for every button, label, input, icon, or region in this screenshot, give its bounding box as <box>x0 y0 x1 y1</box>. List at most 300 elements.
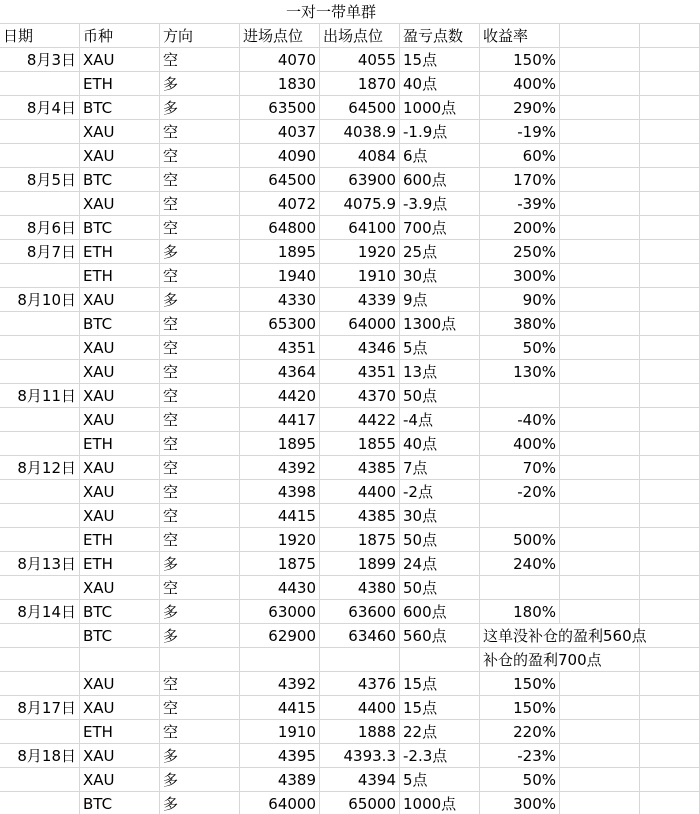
cell-date[interactable] <box>0 792 80 814</box>
cell-points[interactable]: 50点 <box>400 576 480 600</box>
cell-direction[interactable]: 空 <box>160 120 240 144</box>
cell-extra1[interactable] <box>560 96 640 120</box>
cell-extra2[interactable] <box>640 600 700 624</box>
cell-exit[interactable]: 4400 <box>320 480 400 504</box>
cell-date[interactable]: 8月3日 <box>0 48 80 72</box>
cell-direction[interactable]: 多 <box>160 72 240 96</box>
cell-extra2[interactable] <box>640 768 700 792</box>
cell-extra1[interactable] <box>560 240 640 264</box>
cell-entry[interactable]: 64000 <box>240 792 320 814</box>
cell-exit[interactable]: 4394 <box>320 768 400 792</box>
cell-extra2[interactable] <box>640 192 700 216</box>
cell-points[interactable]: -3.9点 <box>400 192 480 216</box>
header-exit[interactable]: 出场点位 <box>320 24 400 48</box>
cell-coin[interactable]: XAU <box>80 504 160 528</box>
cell-coin[interactable]: ETH <box>80 552 160 576</box>
cell-coin[interactable]: XAU <box>80 696 160 720</box>
cell-entry[interactable]: 4415 <box>240 504 320 528</box>
cell-extra1[interactable] <box>560 480 640 504</box>
cell-direction[interactable]: 空 <box>160 672 240 696</box>
cell-return[interactable]: 300% <box>480 792 560 814</box>
cell-date[interactable] <box>0 264 80 288</box>
cell-extra1[interactable] <box>560 216 640 240</box>
cell-direction[interactable]: 空 <box>160 528 240 552</box>
cell-entry[interactable]: 63500 <box>240 96 320 120</box>
cell-exit[interactable] <box>320 648 400 672</box>
cell-return[interactable] <box>480 576 560 600</box>
cell-extra1[interactable] <box>560 672 640 696</box>
cell-return[interactable]: 290% <box>480 96 560 120</box>
cell-date[interactable]: 8月12日 <box>0 456 80 480</box>
cell-extra1[interactable] <box>560 336 640 360</box>
cell-extra1[interactable] <box>560 768 640 792</box>
cell-points[interactable]: 1000点 <box>400 792 480 814</box>
cell-return[interactable]: 150% <box>480 48 560 72</box>
cell-return[interactable]: 180% <box>480 600 560 624</box>
cell-exit[interactable]: 4393.3 <box>320 744 400 768</box>
cell-exit[interactable]: 4422 <box>320 408 400 432</box>
cell-extra2[interactable] <box>640 504 700 528</box>
cell-coin[interactable]: XAU <box>80 144 160 168</box>
cell-extra1[interactable] <box>560 72 640 96</box>
cell-entry[interactable]: 1830 <box>240 72 320 96</box>
cell-extra2[interactable] <box>640 288 700 312</box>
cell-entry[interactable]: 1895 <box>240 432 320 456</box>
cell-points[interactable]: 560点 <box>400 624 480 648</box>
header-date[interactable]: 日期 <box>0 24 80 48</box>
cell-entry[interactable]: 1940 <box>240 264 320 288</box>
cell-date[interactable] <box>0 480 80 504</box>
cell-points[interactable]: 24点 <box>400 552 480 576</box>
cell-extra1[interactable] <box>560 792 640 814</box>
cell-date[interactable]: 8月6日 <box>0 216 80 240</box>
cell-extra2[interactable] <box>640 432 700 456</box>
cell-date[interactable] <box>0 576 80 600</box>
cell-coin[interactable]: XAU <box>80 384 160 408</box>
header-return[interactable]: 收益率 <box>480 24 560 48</box>
cell-extra2[interactable] <box>640 72 700 96</box>
cell-direction[interactable]: 空 <box>160 480 240 504</box>
cell-entry[interactable]: 4415 <box>240 696 320 720</box>
cell-coin[interactable]: BTC <box>80 600 160 624</box>
cell-extra2[interactable] <box>640 312 700 336</box>
cell-exit[interactable]: 1899 <box>320 552 400 576</box>
cell-extra2[interactable] <box>640 144 700 168</box>
cell-direction[interactable]: 多 <box>160 600 240 624</box>
cell-points[interactable]: -1.9点 <box>400 120 480 144</box>
cell-points[interactable]: 5点 <box>400 768 480 792</box>
cell-date[interactable]: 8月17日 <box>0 696 80 720</box>
cell-extra2[interactable] <box>640 528 700 552</box>
cell-points[interactable]: 13点 <box>400 360 480 384</box>
cell-direction[interactable]: 空 <box>160 456 240 480</box>
cell-date[interactable] <box>0 192 80 216</box>
cell-exit[interactable]: 4370 <box>320 384 400 408</box>
table-row <box>0 336 700 360</box>
cell-return[interactable]: 500% <box>480 528 560 552</box>
cell-points[interactable]: 50点 <box>400 384 480 408</box>
cell-return[interactable] <box>480 384 560 408</box>
cell-return[interactable]: 150% <box>480 672 560 696</box>
cell-coin[interactable]: ETH <box>80 264 160 288</box>
cell-coin[interactable]: BTC <box>80 168 160 192</box>
cell-return[interactable]: -19% <box>480 120 560 144</box>
cell-entry[interactable] <box>240 648 320 672</box>
cell-coin[interactable]: BTC <box>80 792 160 814</box>
header-direction[interactable]: 方向 <box>160 24 240 48</box>
cell-direction[interactable]: 多 <box>160 744 240 768</box>
cell-points[interactable]: 15点 <box>400 672 480 696</box>
cell-extra1[interactable] <box>560 384 640 408</box>
cell-entry[interactable]: 1910 <box>240 720 320 744</box>
cell-date[interactable] <box>0 528 80 552</box>
cell-return[interactable]: 380% <box>480 312 560 336</box>
cell-entry[interactable]: 4392 <box>240 456 320 480</box>
cell-points[interactable]: 600点 <box>400 168 480 192</box>
cell-direction[interactable]: 多 <box>160 240 240 264</box>
cell-extra2[interactable] <box>640 720 700 744</box>
cell-extra1[interactable] <box>560 456 640 480</box>
cell-extra2[interactable] <box>640 360 700 384</box>
cell-direction[interactable]: 多 <box>160 288 240 312</box>
cell-exit[interactable]: 1870 <box>320 72 400 96</box>
cell-extra2[interactable] <box>640 744 700 768</box>
cell-date[interactable] <box>0 720 80 744</box>
cell-return[interactable]: 170% <box>480 168 560 192</box>
table-row <box>0 144 700 168</box>
cell-entry[interactable]: 4420 <box>240 384 320 408</box>
cell-date[interactable]: 8月7日 <box>0 240 80 264</box>
cell-return[interactable]: 130% <box>480 360 560 384</box>
header-entry[interactable]: 进场点位 <box>240 24 320 48</box>
cell-extra1[interactable] <box>560 192 640 216</box>
cell-exit[interactable]: 63460 <box>320 624 400 648</box>
cell-points[interactable]: 6点 <box>400 144 480 168</box>
cell-entry[interactable]: 4395 <box>240 744 320 768</box>
cell-extra2[interactable] <box>640 672 700 696</box>
cell-exit[interactable]: 1875 <box>320 528 400 552</box>
cell-extra1[interactable] <box>560 312 640 336</box>
cell-extra2[interactable] <box>640 96 700 120</box>
cell-points[interactable]: -4点 <box>400 408 480 432</box>
cell-direction[interactable]: 空 <box>160 48 240 72</box>
cell-entry[interactable]: 4430 <box>240 576 320 600</box>
cell-date[interactable] <box>0 120 80 144</box>
cell-extra1[interactable] <box>560 744 640 768</box>
cell-points[interactable]: 30点 <box>400 504 480 528</box>
cell-return[interactable]: 400% <box>480 432 560 456</box>
cell-date[interactable]: 8月18日 <box>0 744 80 768</box>
cell-date[interactable] <box>0 648 80 672</box>
cell-date[interactable] <box>0 408 80 432</box>
cell-points[interactable]: 40点 <box>400 432 480 456</box>
cell-exit[interactable]: 4075.9 <box>320 192 400 216</box>
cell-coin[interactable]: XAU <box>80 360 160 384</box>
cell-extra2[interactable] <box>640 552 700 576</box>
cell-note[interactable]: 补仓的盈利700点 <box>480 648 560 672</box>
cell-extra2[interactable] <box>640 336 700 360</box>
cell-direction[interactable]: 空 <box>160 696 240 720</box>
cell-exit[interactable]: 4376 <box>320 672 400 696</box>
cell-entry[interactable]: 1920 <box>240 528 320 552</box>
cell-coin[interactable]: BTC <box>80 624 160 648</box>
cell-extra1[interactable] <box>560 360 640 384</box>
cell-entry[interactable]: 4398 <box>240 480 320 504</box>
cell-return[interactable]: 60% <box>480 144 560 168</box>
cell-extra2[interactable] <box>640 264 700 288</box>
cell-direction[interactable]: 空 <box>160 168 240 192</box>
cell-coin[interactable] <box>80 648 160 672</box>
cell-extra1[interactable] <box>560 576 640 600</box>
cell-exit[interactable]: 1888 <box>320 720 400 744</box>
cell-coin[interactable]: ETH <box>80 432 160 456</box>
cell-direction[interactable]: 多 <box>160 792 240 814</box>
cell-entry[interactable]: 4364 <box>240 360 320 384</box>
cell-date[interactable] <box>0 312 80 336</box>
cell-direction[interactable]: 空 <box>160 264 240 288</box>
cell-exit[interactable]: 64500 <box>320 96 400 120</box>
cell-return[interactable]: 300% <box>480 264 560 288</box>
header-empty[interactable] <box>640 24 700 48</box>
cell-date[interactable] <box>0 144 80 168</box>
cell-points[interactable]: 25点 <box>400 240 480 264</box>
cell-date[interactable] <box>0 432 80 456</box>
title-cell[interactable] <box>0 0 700 24</box>
cell-coin[interactable]: XAU <box>80 576 160 600</box>
cell-points[interactable]: 15点 <box>400 696 480 720</box>
cell-direction[interactable]: 空 <box>160 216 240 240</box>
cell-date[interactable]: 8月11日 <box>0 384 80 408</box>
cell-exit[interactable]: 4380 <box>320 576 400 600</box>
cell-exit[interactable]: 4351 <box>320 360 400 384</box>
cell-exit[interactable]: 4400 <box>320 696 400 720</box>
cell-points[interactable]: -2.3点 <box>400 744 480 768</box>
cell-coin[interactable]: ETH <box>80 72 160 96</box>
cell-coin[interactable]: XAU <box>80 120 160 144</box>
cell-exit[interactable]: 4084 <box>320 144 400 168</box>
cell-extra2[interactable] <box>640 696 700 720</box>
cell-direction[interactable]: 空 <box>160 312 240 336</box>
cell-extra1[interactable] <box>560 168 640 192</box>
cell-extra1[interactable] <box>560 504 640 528</box>
cell-entry[interactable]: 63000 <box>240 600 320 624</box>
cell-extra1[interactable] <box>560 144 640 168</box>
cell-coin[interactable]: BTC <box>80 96 160 120</box>
cell-date[interactable] <box>0 672 80 696</box>
cell-return[interactable]: -40% <box>480 408 560 432</box>
cell-exit[interactable]: 4385 <box>320 504 400 528</box>
cell-entry[interactable]: 62900 <box>240 624 320 648</box>
cell-points[interactable]: 1300点 <box>400 312 480 336</box>
cell-coin[interactable]: BTC <box>80 216 160 240</box>
cell-entry[interactable]: 4389 <box>240 768 320 792</box>
cell-extra1[interactable] <box>560 120 640 144</box>
cell-note[interactable]: 这单没补仓的盈利560点 <box>480 624 560 648</box>
cell-direction[interactable]: 空 <box>160 384 240 408</box>
cell-return[interactable]: 220% <box>480 720 560 744</box>
cell-exit[interactable]: 1910 <box>320 264 400 288</box>
cell-coin[interactable]: XAU <box>80 288 160 312</box>
cell-points[interactable]: 22点 <box>400 720 480 744</box>
cell-exit[interactable]: 1920 <box>320 240 400 264</box>
cell-coin[interactable]: XAU <box>80 456 160 480</box>
cell-points[interactable]: 40点 <box>400 72 480 96</box>
cell-extra2[interactable] <box>640 576 700 600</box>
cell-entry[interactable]: 1875 <box>240 552 320 576</box>
cell-date[interactable] <box>0 72 80 96</box>
cell-return[interactable]: 200% <box>480 216 560 240</box>
cell-entry[interactable]: 4417 <box>240 408 320 432</box>
cell-extra2[interactable] <box>640 168 700 192</box>
cell-entry[interactable]: 64500 <box>240 168 320 192</box>
cell-direction[interactable]: 空 <box>160 408 240 432</box>
cell-points[interactable]: 15点 <box>400 48 480 72</box>
cell-exit[interactable]: 4385 <box>320 456 400 480</box>
cell-extra1[interactable] <box>560 552 640 576</box>
cell-points[interactable]: 30点 <box>400 264 480 288</box>
cell-coin[interactable]: XAU <box>80 408 160 432</box>
cell-entry[interactable]: 4037 <box>240 120 320 144</box>
cell-exit[interactable]: 64100 <box>320 216 400 240</box>
cell-direction[interactable]: 多 <box>160 96 240 120</box>
cell-extra2[interactable] <box>640 384 700 408</box>
cell-direction[interactable] <box>160 648 240 672</box>
table-row <box>0 552 700 576</box>
cell-extra1[interactable] <box>560 288 640 312</box>
cell-coin[interactable]: XAU <box>80 192 160 216</box>
cell-date[interactable]: 8月13日 <box>0 552 80 576</box>
cell-return[interactable]: -20% <box>480 480 560 504</box>
cell-exit[interactable]: 4038.9 <box>320 120 400 144</box>
header-empty[interactable] <box>560 24 640 48</box>
cell-exit[interactable]: 4055 <box>320 48 400 72</box>
cell-return[interactable] <box>480 504 560 528</box>
cell-extra2[interactable] <box>640 624 700 648</box>
cell-points[interactable]: 9点 <box>400 288 480 312</box>
cell-exit[interactable]: 65000 <box>320 792 400 814</box>
cell-extra1[interactable] <box>560 264 640 288</box>
cell-coin[interactable]: ETH <box>80 720 160 744</box>
cell-exit[interactable]: 63900 <box>320 168 400 192</box>
cell-date[interactable] <box>0 768 80 792</box>
cell-extra2[interactable] <box>640 120 700 144</box>
cell-extra1[interactable] <box>560 48 640 72</box>
cell-entry[interactable]: 4090 <box>240 144 320 168</box>
cell-extra2[interactable] <box>640 480 700 504</box>
cell-extra1[interactable] <box>560 600 640 624</box>
cell-entry[interactable]: 4070 <box>240 48 320 72</box>
cell-extra2[interactable] <box>640 456 700 480</box>
cell-coin[interactable]: XAU <box>80 672 160 696</box>
cell-points[interactable]: -2点 <box>400 480 480 504</box>
cell-date[interactable] <box>0 360 80 384</box>
cell-return[interactable]: 240% <box>480 552 560 576</box>
cell-entry[interactable]: 64800 <box>240 216 320 240</box>
header-coin[interactable]: 币种 <box>80 24 160 48</box>
cell-return[interactable]: -23% <box>480 744 560 768</box>
cell-coin[interactable]: XAU <box>80 336 160 360</box>
cell-return[interactable]: 150% <box>480 696 560 720</box>
cell-return[interactable]: 250% <box>480 240 560 264</box>
cell-return[interactable]: 400% <box>480 72 560 96</box>
cell-coin[interactable]: BTC <box>80 312 160 336</box>
cell-direction[interactable]: 空 <box>160 192 240 216</box>
cell-extra1[interactable] <box>560 408 640 432</box>
cell-coin[interactable]: XAU <box>80 744 160 768</box>
cell-extra2[interactable] <box>640 48 700 72</box>
cell-date[interactable]: 8月10日 <box>0 288 80 312</box>
cell-direction[interactable]: 空 <box>160 504 240 528</box>
cell-points[interactable]: 5点 <box>400 336 480 360</box>
cell-date[interactable] <box>0 504 80 528</box>
cell-coin[interactable]: XAU <box>80 480 160 504</box>
cell-extra1[interactable] <box>560 720 640 744</box>
cell-entry[interactable]: 4072 <box>240 192 320 216</box>
cell-points[interactable]: 50点 <box>400 528 480 552</box>
cell-date[interactable]: 8月4日 <box>0 96 80 120</box>
cell-date[interactable] <box>0 624 80 648</box>
cell-entry[interactable]: 4351 <box>240 336 320 360</box>
cell-exit[interactable]: 4339 <box>320 288 400 312</box>
cell-coin[interactable]: ETH <box>80 240 160 264</box>
cell-direction[interactable]: 多 <box>160 768 240 792</box>
cell-entry[interactable]: 65300 <box>240 312 320 336</box>
cell-points[interactable]: 1000点 <box>400 96 480 120</box>
cell-return[interactable]: 90% <box>480 288 560 312</box>
cell-coin[interactable]: ETH <box>80 528 160 552</box>
cell-direction[interactable]: 多 <box>160 624 240 648</box>
cell-coin[interactable]: XAU <box>80 768 160 792</box>
cell-points[interactable]: 600点 <box>400 600 480 624</box>
cell-date[interactable]: 8月5日 <box>0 168 80 192</box>
cell-exit[interactable]: 4346 <box>320 336 400 360</box>
cell-entry[interactable]: 4392 <box>240 672 320 696</box>
cell-extra2[interactable] <box>640 240 700 264</box>
cell-points[interactable]: 700点 <box>400 216 480 240</box>
cell-direction[interactable]: 空 <box>160 720 240 744</box>
cell-entry[interactable]: 4330 <box>240 288 320 312</box>
cell-points[interactable] <box>400 648 480 672</box>
cell-return[interactable]: 70% <box>480 456 560 480</box>
cell-extra1[interactable] <box>560 696 640 720</box>
cell-return[interactable]: 50% <box>480 768 560 792</box>
cell-extra2[interactable] <box>640 792 700 814</box>
cell-extra1[interactable] <box>560 528 640 552</box>
cell-points[interactable]: 7点 <box>400 456 480 480</box>
cell-extra2[interactable] <box>640 408 700 432</box>
table-row <box>0 792 700 814</box>
cell-entry[interactable]: 1895 <box>240 240 320 264</box>
cell-direction[interactable]: 空 <box>160 144 240 168</box>
cell-extra2[interactable] <box>640 648 700 672</box>
cell-date[interactable]: 8月14日 <box>0 600 80 624</box>
cell-exit[interactable]: 64000 <box>320 312 400 336</box>
cell-direction[interactable]: 多 <box>160 552 240 576</box>
cell-coin[interactable]: XAU <box>80 48 160 72</box>
cell-extra2[interactable] <box>640 216 700 240</box>
cell-extra1[interactable] <box>560 432 640 456</box>
cell-direction[interactable]: 空 <box>160 336 240 360</box>
cell-date[interactable] <box>0 336 80 360</box>
cell-direction[interactable]: 空 <box>160 360 240 384</box>
cell-direction[interactable]: 空 <box>160 576 240 600</box>
cell-exit[interactable]: 63600 <box>320 600 400 624</box>
cell-exit[interactable]: 1855 <box>320 432 400 456</box>
cell-return[interactable]: 50% <box>480 336 560 360</box>
cell-direction[interactable]: 空 <box>160 432 240 456</box>
header-points[interactable]: 盈亏点数 <box>400 24 480 48</box>
cell-return[interactable]: -39% <box>480 192 560 216</box>
